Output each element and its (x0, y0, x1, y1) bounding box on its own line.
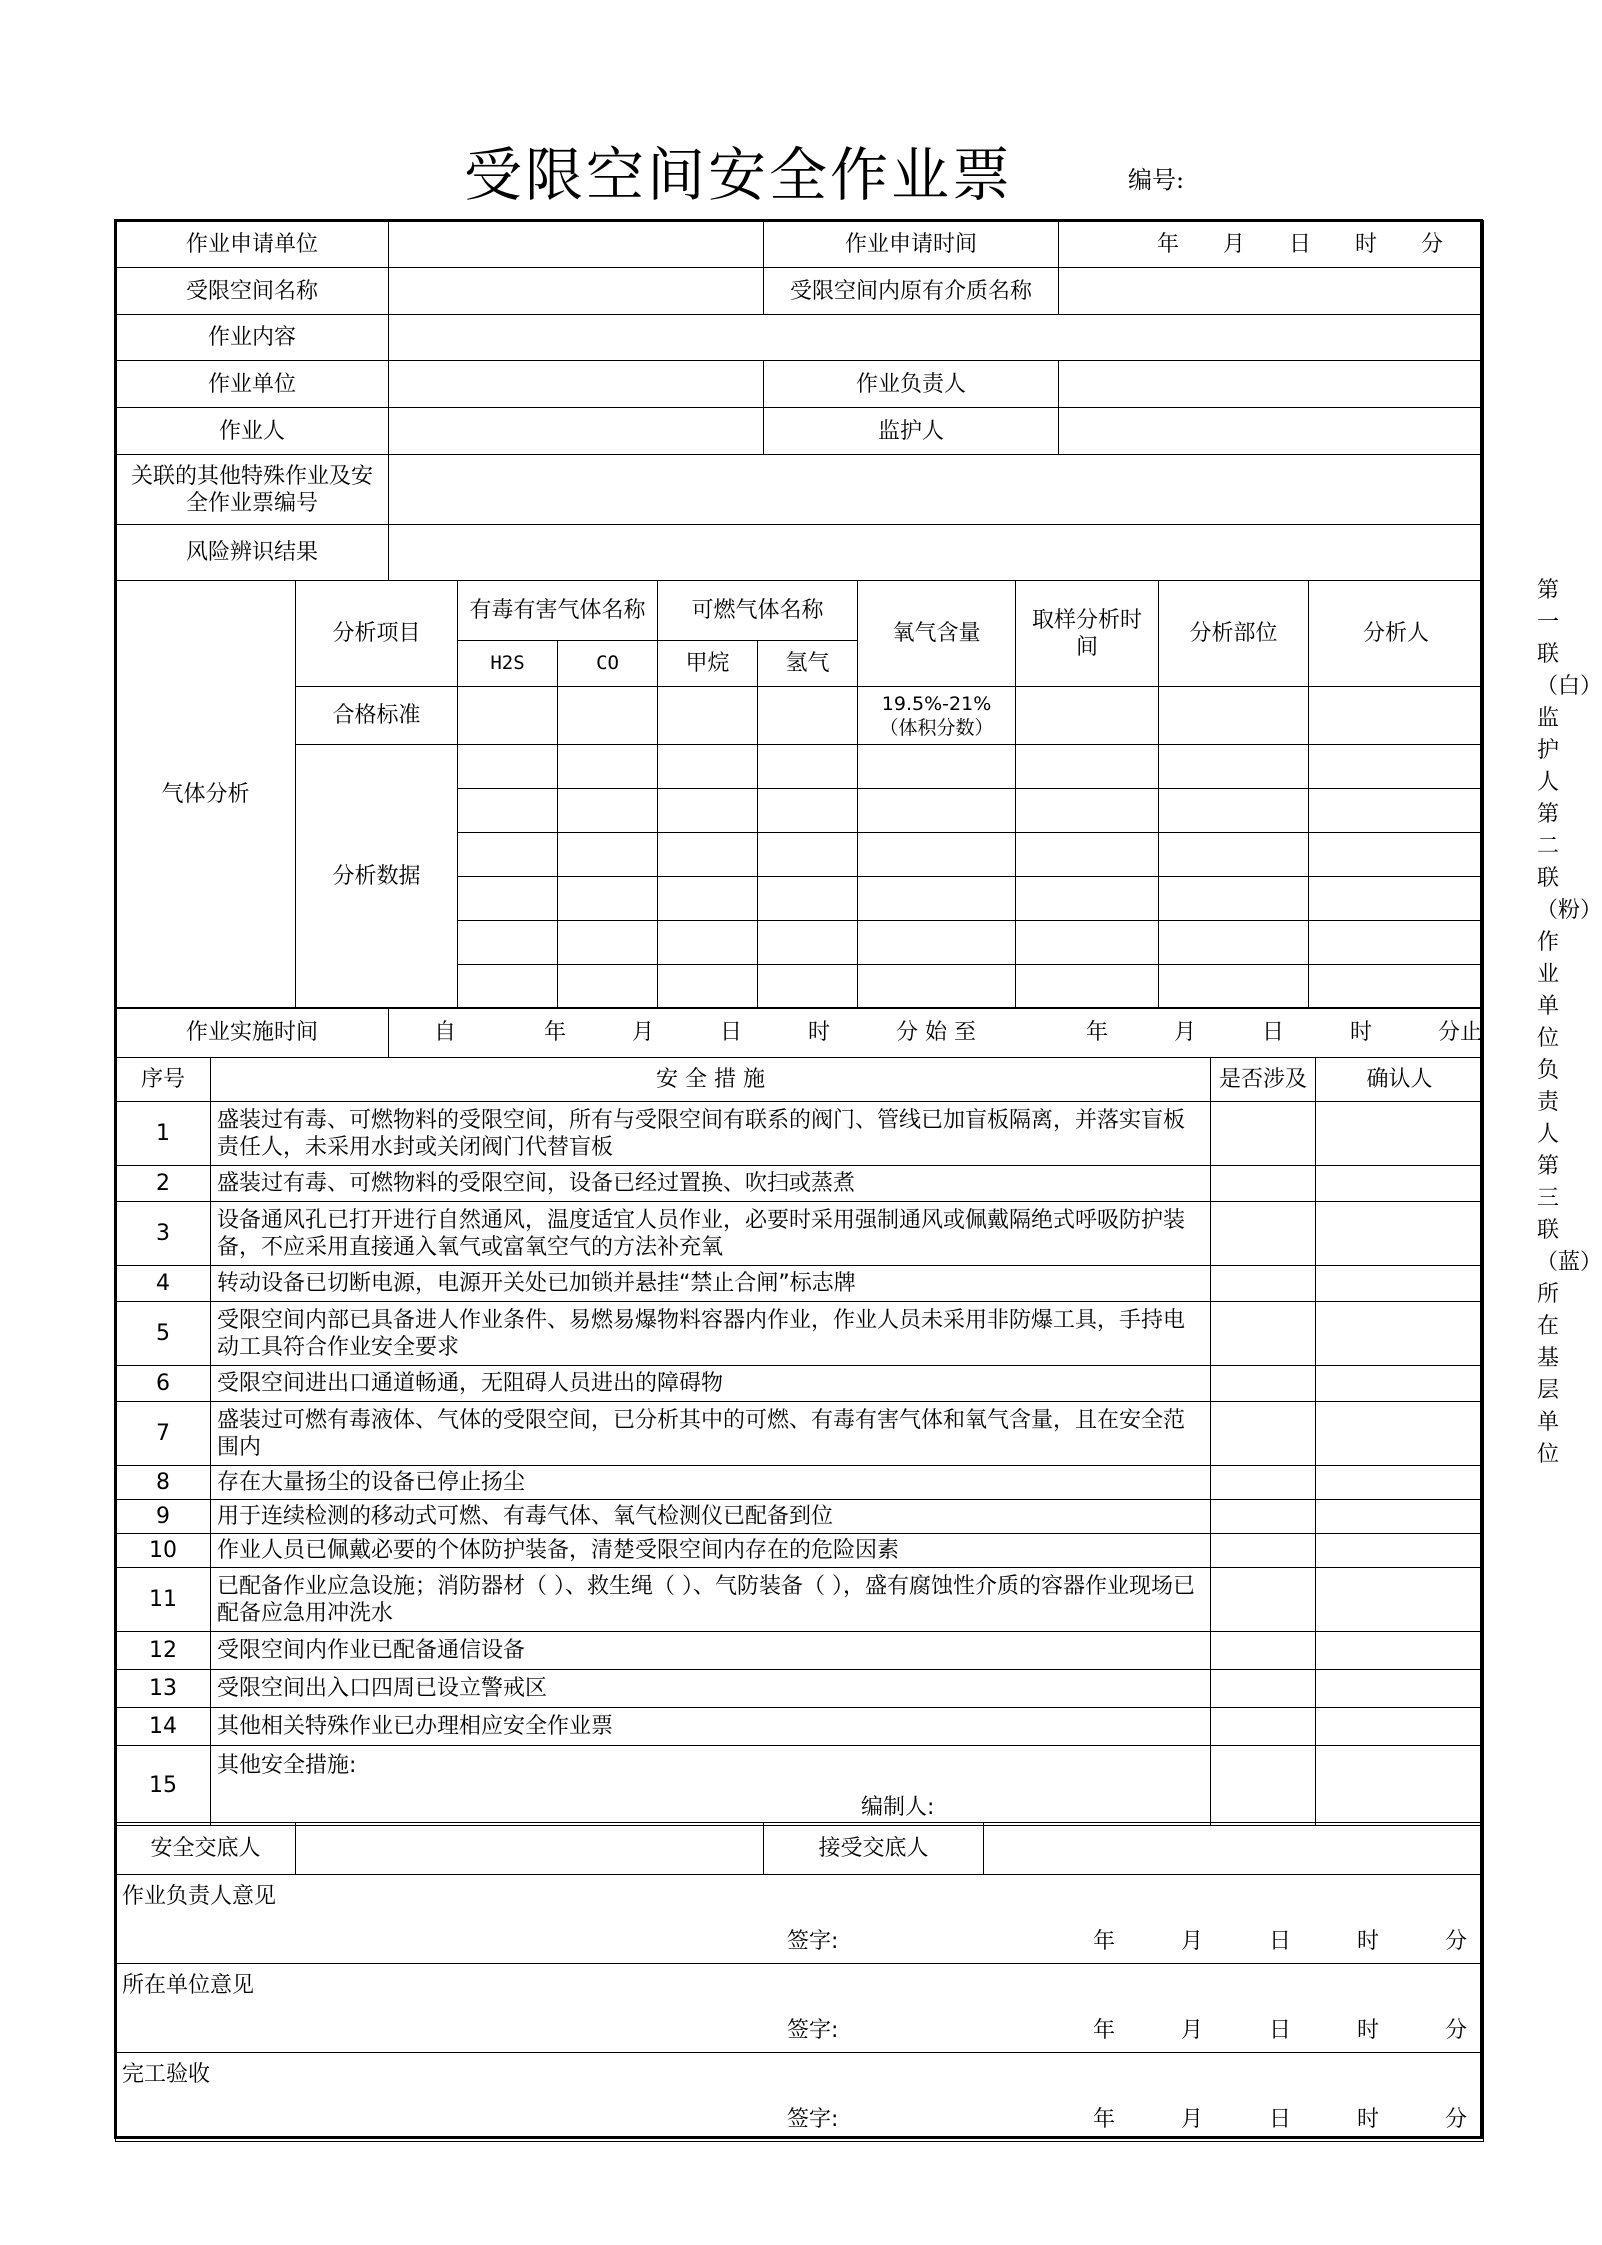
involved-field[interactable] (1211, 1568, 1316, 1632)
data-cell[interactable] (658, 877, 758, 921)
data-cell[interactable] (758, 877, 858, 921)
data-cell[interactable] (558, 921, 658, 965)
analysis-data-label: 分析数据 (296, 745, 458, 1009)
measure-row (116, 1166, 1484, 1202)
location-standard[interactable] (1159, 687, 1309, 745)
data-cell[interactable] (1016, 833, 1159, 877)
involved-field[interactable] (1211, 1102, 1316, 1166)
measure-row-text-cell: 作业人员已佩戴必要的个体防护装备，清楚受限空间内存在的危险因素 (211, 1534, 1211, 1568)
measure-row-text-cell: 用于连续检测的移动式可燃、有毒气体、氧气检测仪已配备到位 (211, 1500, 1211, 1534)
measure-text: 其他安全措施: (217, 1753, 357, 1778)
measure-no: 7 (116, 1402, 211, 1466)
data-cell[interactable] (758, 833, 858, 877)
analysis-location-label: 分析部位 (1159, 581, 1309, 687)
measure-no: 10 (116, 1534, 211, 1568)
data-cell[interactable] (1309, 965, 1484, 1009)
opinion-label: 所在单位意见 (122, 1973, 255, 1998)
involved-field[interactable] (1211, 1266, 1316, 1302)
confirm-field[interactable] (1316, 1670, 1484, 1708)
measure-row-text-cell: 盛装过有毒、可燃物料的受限空间，所有与受限空间有联系的阀门、管线已加盲板隔离，并落实盲板责任人，未采用水封或关闭阀门代替盲板 (211, 1102, 1211, 1166)
flammable-gas-label: 可燃气体名称 (658, 581, 858, 641)
apply-time-label: 作业申请时间 (764, 221, 1059, 268)
exec-time-field[interactable]: 自 年 月 日 时 分 始 至 年 月 日 时 分止 (389, 1008, 1484, 1058)
measure-row (116, 1302, 1484, 1366)
sign-date: 年 月 日 时 分 (1092, 2107, 1467, 2132)
data-cell[interactable] (758, 789, 858, 833)
data-cell[interactable] (1309, 833, 1484, 877)
measure-row-text-cell: 受限空间内部已具备进人作业条件、易燃易爆物料容器内作业，作业人员未采用非防爆工具，手持电动工具符合作业安全要求 (211, 1302, 1211, 1366)
data-cell[interactable] (858, 745, 1016, 789)
related-tickets-field[interactable] (389, 455, 1484, 525)
measure-row-text-cell: 设备通风孔已打开进行自然通风，温度适宜人员作业，必要时采用强制通风或佩戴隔绝式呼吸防护装备，不应采用直接通入氧气或富氧空气的方法补充氧 (211, 1202, 1211, 1266)
data-cell[interactable] (658, 833, 758, 877)
sample-time-standard[interactable] (1016, 687, 1159, 745)
measure-row (116, 1466, 1484, 1500)
measure-row (116, 1708, 1484, 1746)
involved-field[interactable] (1211, 1534, 1316, 1568)
data-cell[interactable] (758, 965, 858, 1009)
measure-row (116, 1500, 1484, 1534)
apply-time-field[interactable]: 年 月 日 时 分 (1059, 221, 1484, 268)
measure-row-text-cell: 转动设备已切断电源，电源开关处已加锁并悬挂“禁止合闸”标志牌 (211, 1266, 1211, 1302)
sign-date: 年 月 日 时 分 (1092, 2018, 1467, 2043)
worker-field[interactable] (389, 408, 764, 455)
confirm-field[interactable] (1316, 1500, 1484, 1534)
page-title: 受限空间安全作业票 (463, 141, 1013, 209)
measure-row (116, 1632, 1484, 1670)
data-cell[interactable] (458, 965, 558, 1009)
data-cell[interactable] (1309, 745, 1484, 789)
measure-no: 11 (116, 1568, 211, 1632)
confirm-field[interactable] (1316, 1568, 1484, 1632)
oxygen-standard: 19.5%-21%（体积分数） (858, 687, 1016, 745)
toxic-gas-label: 有毒有害气体名称 (458, 581, 658, 641)
standard-label: 合格标准 (296, 687, 458, 745)
handover-receiver-field[interactable] (984, 1823, 1484, 1875)
measure-row (116, 1102, 1484, 1166)
hydrogen-standard[interactable] (758, 687, 858, 745)
measure-row-text-cell: 受限空间进出口通道畅通，无阻碍人员进出的障碍物 (211, 1366, 1211, 1402)
data-cell[interactable] (758, 745, 858, 789)
data-cell[interactable] (658, 965, 758, 1009)
hydrogen-label: 氢气 (758, 641, 858, 687)
confirm-field[interactable] (1316, 1708, 1484, 1746)
measure-row-text-cell: 其他相关特殊作业已办理相应安全作业票 (211, 1708, 1211, 1746)
involved-field[interactable] (1211, 1466, 1316, 1500)
measure-row-text-cell: 已配备作业应急设施；消防器材（ ）、救生绳（ ）、气防装备（ ），盛有腐蚀性介质的容器作业现场已配备应急用冲洗水 (211, 1568, 1211, 1632)
confirm-field[interactable] (1316, 1166, 1484, 1202)
involved-field[interactable] (1211, 1402, 1316, 1466)
analysis-item-label: 分析项目 (296, 581, 458, 687)
opinion-label: 完工验收 (122, 2062, 211, 2087)
handover-giver-field[interactable] (296, 1823, 764, 1875)
involved-field[interactable] (1211, 1500, 1316, 1534)
data-cell[interactable] (658, 921, 758, 965)
confirm-field[interactable] (1316, 1746, 1484, 1826)
copy-distribution-note: 第一联（白）监护人 第二联（粉）作业单位负责人 第三联（蓝）所在基层单位 (1536, 578, 1602, 1467)
risk-result-label: 风险辨识结果 (116, 525, 389, 581)
sign-label: 签字: (787, 1929, 839, 1954)
measure-row (116, 1366, 1484, 1402)
data-cell[interactable] (558, 833, 658, 877)
apply-unit-label: 作业申请单位 (116, 221, 389, 268)
data-cell[interactable] (458, 833, 558, 877)
work-unit-field[interactable] (389, 361, 764, 408)
measure-no: 4 (116, 1266, 211, 1302)
sign-date: 年 月 日 时 分 (1092, 1929, 1467, 1954)
gas-analysis-table (115, 580, 1484, 1009)
measures-confirm-header: 确认人 (1316, 1058, 1484, 1102)
measure-row-text-cell: 受限空间内作业已配备通信设备 (211, 1632, 1211, 1670)
measure-no: 5 (116, 1302, 211, 1366)
handover-table (115, 1822, 1484, 1875)
measure-row (116, 1670, 1484, 1708)
data-cell[interactable] (1016, 745, 1159, 789)
data-cell[interactable] (458, 745, 558, 789)
involved-field[interactable] (1211, 1166, 1316, 1202)
data-cell[interactable] (458, 789, 558, 833)
compiler-label: 编制人: (861, 1795, 935, 1820)
related-tickets-label: 关联的其他特殊作业及安全作业票编号 (116, 455, 389, 525)
methane-standard[interactable] (658, 687, 758, 745)
measure-row (116, 1568, 1484, 1632)
co-label: CO (558, 641, 658, 687)
measures-text-header: 安 全 措 施 (211, 1058, 1211, 1102)
unit-opinion-section[interactable] (116, 1964, 1484, 2053)
space-name-label: 受限空间名称 (116, 268, 389, 315)
co-standard[interactable] (558, 687, 658, 745)
measure-no: 8 (116, 1466, 211, 1500)
serial-number-label: 编号: (1128, 166, 1185, 194)
apply-unit-field[interactable] (389, 221, 764, 268)
data-cell[interactable] (558, 745, 658, 789)
measure-row-text-cell (211, 1746, 1211, 1826)
work-content-label: 作业内容 (116, 315, 389, 361)
data-cell[interactable] (658, 745, 758, 789)
data-cell[interactable] (1016, 789, 1159, 833)
measures-involved-header: 是否涉及 (1211, 1058, 1316, 1102)
work-unit-label: 作业单位 (116, 361, 389, 408)
involved-field[interactable] (1211, 1202, 1316, 1266)
measure-row (116, 1534, 1484, 1568)
data-cell[interactable] (1016, 921, 1159, 965)
data-cell[interactable] (458, 877, 558, 921)
measure-no: 14 (116, 1708, 211, 1746)
risk-result-field[interactable] (389, 525, 1484, 581)
handover-receiver-label: 接受交底人 (764, 1823, 984, 1875)
data-cell[interactable] (1159, 965, 1309, 1009)
measure-row (116, 1266, 1484, 1302)
space-name-field[interactable] (389, 268, 764, 315)
involved-field[interactable] (1211, 1670, 1316, 1708)
data-cell[interactable] (1309, 921, 1484, 965)
data-cell[interactable] (858, 789, 1016, 833)
work-leader-field[interactable] (1059, 361, 1484, 408)
data-cell[interactable] (1159, 877, 1309, 921)
confirm-field[interactable] (1316, 1266, 1484, 1302)
gas-section-label: 气体分析 (116, 581, 296, 1009)
confirm-field[interactable] (1316, 1366, 1484, 1402)
measure-row (116, 1202, 1484, 1266)
work-content-field[interactable] (389, 315, 1484, 361)
data-cell[interactable] (658, 789, 758, 833)
medium-name-field[interactable] (1059, 268, 1484, 315)
confirm-field[interactable] (1316, 1302, 1484, 1366)
confirm-field[interactable] (1316, 1466, 1484, 1500)
handover-giver-label: 安全交底人 (116, 1823, 296, 1875)
h2s-label: H2S (458, 641, 558, 687)
measure-row-text-cell: 盛装过可燃有毒液体、气体的受限空间，已分析其中的可燃、有毒有害气体和氧气含量，且在安全范围内 (211, 1402, 1211, 1466)
confirm-field[interactable] (1316, 1534, 1484, 1568)
data-cell[interactable] (858, 965, 1016, 1009)
worker-label: 作业人 (116, 408, 389, 455)
confirm-field[interactable] (1316, 1402, 1484, 1466)
header-table (115, 220, 1484, 581)
analyst-standard[interactable] (1309, 687, 1484, 745)
sign-label: 签字: (787, 2018, 839, 2043)
opinion-label: 作业负责人意见 (122, 1884, 277, 1909)
measure-no: 1 (116, 1102, 211, 1166)
data-cell[interactable] (1159, 789, 1309, 833)
data-cell[interactable] (858, 833, 1016, 877)
measure-row (116, 1746, 1484, 1826)
measure-no: 15 (116, 1746, 211, 1826)
measure-no: 12 (116, 1632, 211, 1670)
methane-label: 甲烷 (658, 641, 758, 687)
data-cell[interactable] (858, 877, 1016, 921)
data-cell[interactable] (558, 877, 658, 921)
measure-row-text-cell: 存在大量扬尘的设备已停止扬尘 (211, 1466, 1211, 1500)
confirm-field[interactable] (1316, 1102, 1484, 1166)
measure-no: 9 (116, 1500, 211, 1534)
data-cell[interactable] (1159, 745, 1309, 789)
data-cell[interactable] (1016, 965, 1159, 1009)
measure-no: 6 (116, 1366, 211, 1402)
measure-row-text-cell: 受限空间出入口四周已设立警戒区 (211, 1670, 1211, 1708)
measure-no: 13 (116, 1670, 211, 1708)
data-cell[interactable] (558, 965, 658, 1009)
measure-row-text-cell: 盛装过有毒、可燃物料的受限空间，设备已经过置换、吹扫或蒸煮 (211, 1166, 1211, 1202)
analyst-label: 分析人 (1309, 581, 1484, 687)
measure-no: 3 (116, 1202, 211, 1266)
guardian-field[interactable] (1059, 408, 1484, 455)
exec-time-table (115, 1007, 1484, 1058)
opinions-table (115, 1874, 1484, 2142)
involved-field[interactable] (1211, 1632, 1316, 1670)
data-cell[interactable] (458, 921, 558, 965)
data-cell[interactable] (1016, 877, 1159, 921)
data-cell[interactable] (858, 921, 1016, 965)
work-leader-label: 作业负责人 (764, 361, 1059, 408)
completion-acceptance-section[interactable] (116, 2053, 1484, 2142)
measures-no-header: 序号 (116, 1058, 211, 1102)
guardian-label: 监护人 (764, 408, 1059, 455)
involved-field[interactable] (1211, 1302, 1316, 1366)
data-cell[interactable] (1309, 789, 1484, 833)
medium-name-label: 受限空间内原有介质名称 (764, 268, 1059, 315)
data-cell[interactable] (1159, 921, 1309, 965)
sample-time-label: 取样分析时间 (1016, 581, 1159, 687)
data-cell[interactable] (1159, 833, 1309, 877)
involved-field[interactable] (1211, 1366, 1316, 1402)
exec-time-label: 作业实施时间 (116, 1008, 389, 1058)
leader-opinion-section[interactable] (116, 1875, 1484, 1964)
confirm-field[interactable] (1316, 1202, 1484, 1266)
measure-row (116, 1402, 1484, 1466)
data-cell[interactable] (758, 921, 858, 965)
measures-table (115, 1057, 1484, 1826)
data-cell[interactable] (558, 789, 658, 833)
oxygen-label: 氧气含量 (858, 581, 1016, 687)
confirm-field[interactable] (1316, 1632, 1484, 1670)
h2s-standard[interactable] (458, 687, 558, 745)
measure-no: 2 (116, 1166, 211, 1202)
involved-field[interactable] (1211, 1746, 1316, 1826)
data-cell[interactable] (1309, 877, 1484, 921)
involved-field[interactable] (1211, 1708, 1316, 1746)
sign-label: 签字: (787, 2107, 839, 2132)
